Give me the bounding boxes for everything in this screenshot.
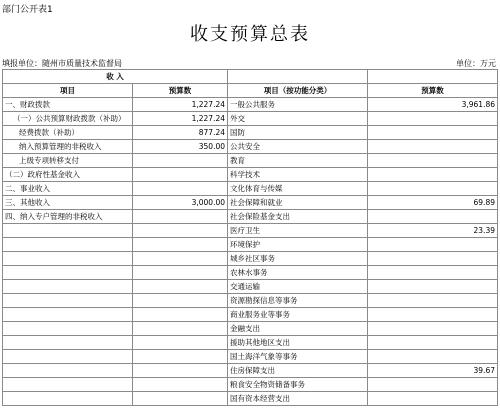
income-group-header: 收 入 xyxy=(3,70,228,84)
table-row xyxy=(3,280,498,294)
income-budget-cell xyxy=(133,224,228,238)
header-row-group xyxy=(3,70,498,84)
meta-row xyxy=(2,58,496,69)
income-item-cell xyxy=(3,378,133,392)
income-item-cell xyxy=(3,252,133,266)
expense-item-cell: 资源勘探信息等事务 xyxy=(228,294,368,308)
expense-item-cell: 教育 xyxy=(228,154,368,168)
expense-budget-cell xyxy=(368,126,498,140)
page-title: 收支预算总表 xyxy=(190,24,310,45)
expense-budget-cell: 23.39 xyxy=(368,224,498,238)
table-row xyxy=(3,140,498,154)
expense-budget-cell xyxy=(368,238,498,252)
income-item-cell: （一）公共预算财政拨款（补助） xyxy=(3,112,133,126)
income-item-cell xyxy=(3,224,133,238)
table-row xyxy=(3,154,498,168)
income-item-cell xyxy=(3,392,133,406)
income-item-cell: 一、财政拨款 xyxy=(3,98,133,112)
income-budget-cell: 1,227.24 xyxy=(133,98,228,112)
expense-budget-cell xyxy=(368,252,498,266)
header-spacer xyxy=(228,70,368,84)
table-row xyxy=(3,98,498,112)
money-unit-label: 单位：万元 xyxy=(456,59,496,68)
expense-item-cell: 社会保障和就业 xyxy=(228,196,368,210)
table-row xyxy=(3,238,498,252)
income-budget-cell xyxy=(133,154,228,168)
budget-table xyxy=(2,69,498,406)
income-budget-cell xyxy=(133,266,228,280)
income-item-cell xyxy=(3,336,133,350)
expense-item-cell: 公共安全 xyxy=(228,140,368,154)
expense-budget-cell xyxy=(368,112,498,126)
table-row xyxy=(3,322,498,336)
income-item-cell: 二、事业收入 xyxy=(3,182,133,196)
income-item-cell xyxy=(3,266,133,280)
expense-item-cell: 环境保护 xyxy=(228,238,368,252)
expense-item-cell: 金融支出 xyxy=(228,322,368,336)
income-budget-cell xyxy=(133,294,228,308)
expense-budget-cell xyxy=(368,392,498,406)
income-budget-cell xyxy=(133,350,228,364)
col-expense-budget-header: 预算数 xyxy=(368,84,498,98)
income-item-cell: 纳入预算管理的非税收入 xyxy=(3,140,133,154)
income-budget-cell xyxy=(133,364,228,378)
expense-budget-cell: 69.89 xyxy=(368,196,498,210)
expense-item-cell: 农林水事务 xyxy=(228,266,368,280)
header-row-columns xyxy=(3,84,498,98)
expense-item-cell: 外交 xyxy=(228,112,368,126)
expense-budget-cell xyxy=(368,280,498,294)
table-row xyxy=(3,336,498,350)
expense-item-cell: 文化体育与传媒 xyxy=(228,182,368,196)
income-item-cell xyxy=(3,294,133,308)
expense-budget-cell xyxy=(368,168,498,182)
table-row xyxy=(3,364,498,378)
form-number-label: 部门公开表1 xyxy=(2,5,53,15)
income-budget-cell xyxy=(133,252,228,266)
expense-item-cell: 援助其他地区支出 xyxy=(228,336,368,350)
table-row xyxy=(3,126,498,140)
table-row xyxy=(3,378,498,392)
expense-budget-cell xyxy=(368,322,498,336)
income-budget-cell: 1,227.24 xyxy=(133,112,228,126)
table-row xyxy=(3,112,498,126)
table-row xyxy=(3,266,498,280)
table-row xyxy=(3,308,498,322)
expense-budget-cell: 39.67 xyxy=(368,364,498,378)
income-budget-cell: 3,000.00 xyxy=(133,196,228,210)
income-budget-cell: 350.00 xyxy=(133,140,228,154)
income-budget-cell xyxy=(133,168,228,182)
income-budget-cell xyxy=(133,280,228,294)
expense-budget-cell xyxy=(368,336,498,350)
expense-budget-cell xyxy=(368,266,498,280)
income-item-cell: 三、其他收入 xyxy=(3,196,133,210)
table-row xyxy=(3,210,498,224)
expense-item-cell: 商业服务业等事务 xyxy=(228,308,368,322)
income-item-cell xyxy=(3,238,133,252)
table-row xyxy=(3,224,498,238)
income-item-cell xyxy=(3,322,133,336)
income-item-cell xyxy=(3,364,133,378)
expense-item-cell: 住房保障支出 xyxy=(228,364,368,378)
expense-item-cell: 粮食安全物资储备事务 xyxy=(228,378,368,392)
income-item-cell: 四、纳入专户管理的非税收入 xyxy=(3,210,133,224)
income-item-cell xyxy=(3,350,133,364)
expense-budget-cell xyxy=(368,210,498,224)
income-item-cell: （二）政府性基金收入 xyxy=(3,168,133,182)
income-item-cell: 上级专项转移支付 xyxy=(3,154,133,168)
income-budget-cell xyxy=(133,322,228,336)
col-budget-header: 预算数 xyxy=(133,84,228,98)
filler-unit-label: 填报单位：随州市质量技术监督局 xyxy=(2,59,122,68)
expense-item-cell: 国防 xyxy=(228,126,368,140)
income-budget-cell xyxy=(133,336,228,350)
expense-item-cell: 一般公共服务 xyxy=(228,98,368,112)
header-spacer xyxy=(368,70,498,84)
expense-item-cell: 国有资本经营支出 xyxy=(228,392,368,406)
expense-budget-cell xyxy=(368,308,498,322)
income-budget-cell xyxy=(133,210,228,224)
col-item-header: 项目 xyxy=(3,84,133,98)
expense-item-cell: 城乡社区事务 xyxy=(228,252,368,266)
expense-budget-cell xyxy=(368,140,498,154)
expense-budget-cell xyxy=(368,182,498,196)
income-budget-cell xyxy=(133,238,228,252)
col-expense-item-header: 项目（按功能分类） xyxy=(228,84,368,98)
income-item-cell xyxy=(3,280,133,294)
income-item-cell: 经费拨款（补助） xyxy=(3,126,133,140)
income-budget-cell xyxy=(133,378,228,392)
expense-budget-cell xyxy=(368,378,498,392)
table-row xyxy=(3,392,498,406)
table-row xyxy=(3,196,498,210)
expense-budget-cell xyxy=(368,350,498,364)
expense-item-cell: 社会保险基金支出 xyxy=(228,210,368,224)
table-row xyxy=(3,252,498,266)
table-row xyxy=(3,294,498,308)
income-budget-cell xyxy=(133,392,228,406)
expense-budget-cell xyxy=(368,154,498,168)
table-row xyxy=(3,168,498,182)
table-row xyxy=(3,182,498,196)
table-row xyxy=(3,350,498,364)
expense-budget-cell xyxy=(368,294,498,308)
expense-item-cell: 国土海洋气象等事务 xyxy=(228,350,368,364)
expense-budget-cell: 3,961.86 xyxy=(368,98,498,112)
income-budget-cell xyxy=(133,182,228,196)
expense-item-cell: 交通运输 xyxy=(228,280,368,294)
income-item-cell xyxy=(3,308,133,322)
income-budget-cell: 877.24 xyxy=(133,126,228,140)
expense-item-cell: 科学技术 xyxy=(228,168,368,182)
income-budget-cell xyxy=(133,308,228,322)
expense-item-cell: 医疗卫生 xyxy=(228,224,368,238)
